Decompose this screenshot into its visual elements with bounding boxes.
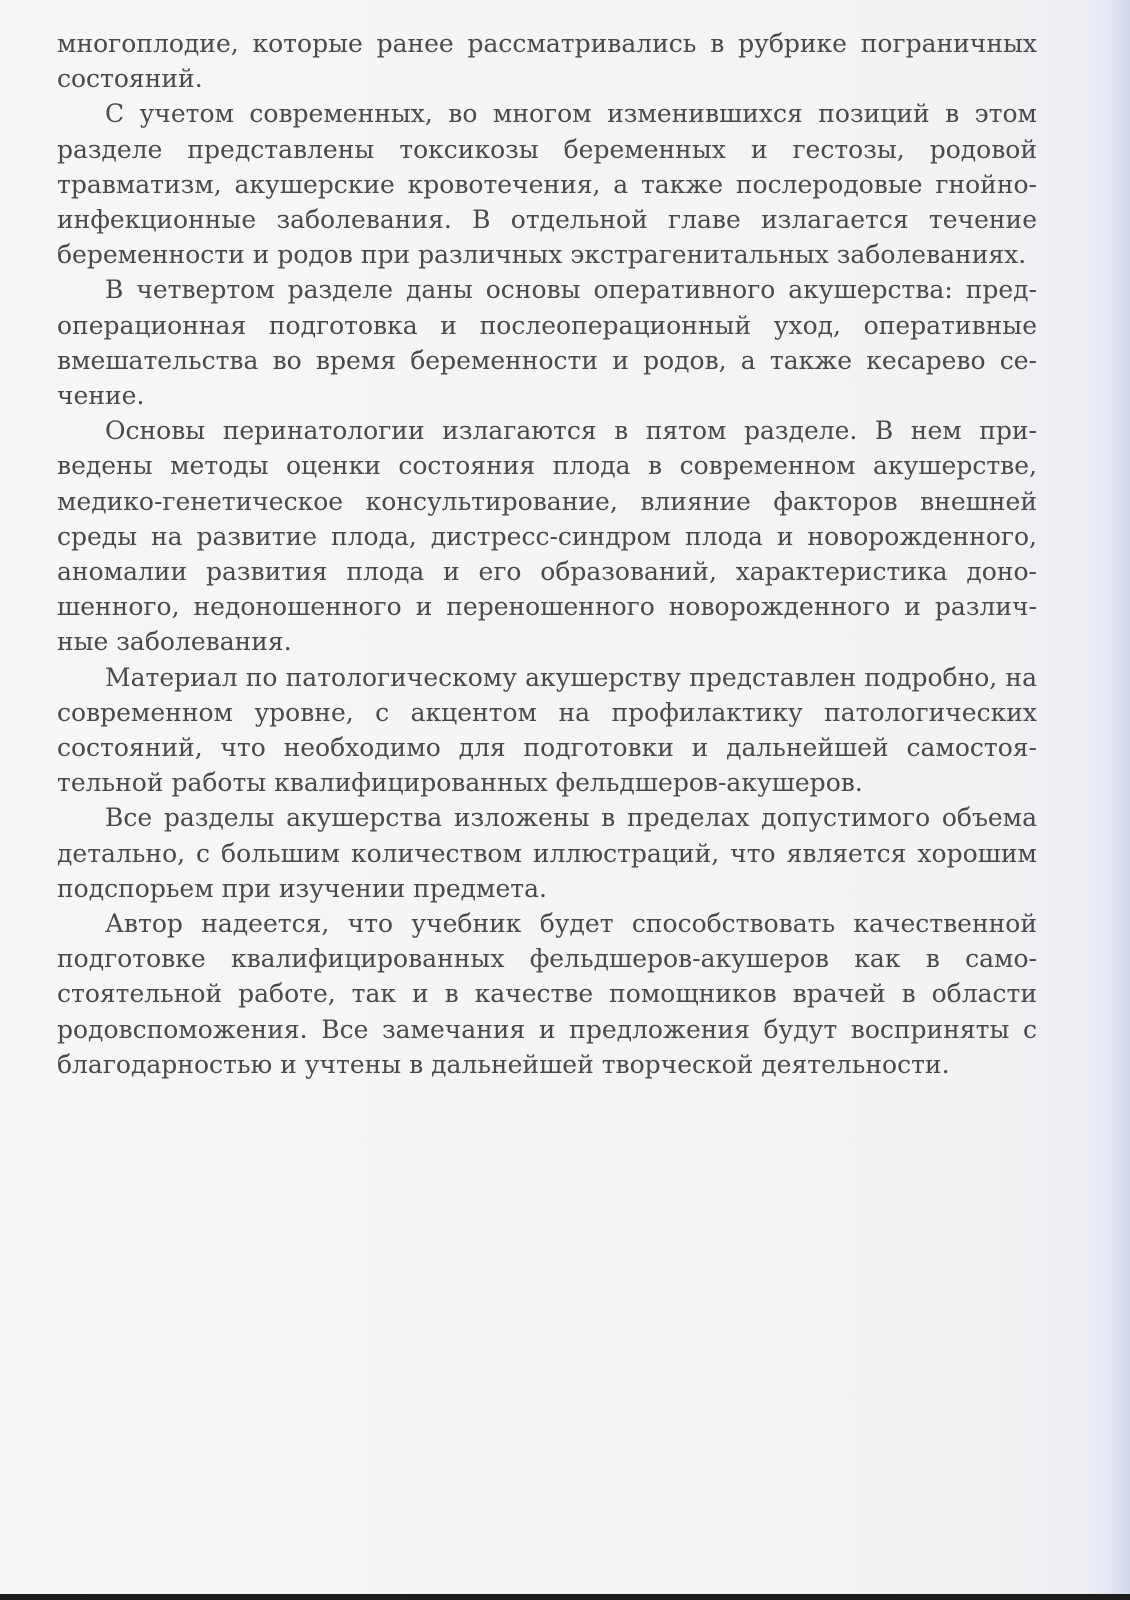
paragraph-author-hopes: Автор надеется, что учебник будет способствовать качественной подготовке квалифицированных фельдшеров-акушеров как в самостоятельной работе, так и в качестве помощников врачей в области родовспоможения. Все замечания и предложения будут восприняты с благодарностью и учтены в дальнейшей творческой деятельности. [57,909,1037,1079]
paragraph-illustrations: Все разделы акушерства изложены в пределах допустимого объема детально, с большим количеством иллюстраций, что является хорошим подспорьем при изучении предмета. [57,803,1037,903]
paragraph-pathological-obstetrics: Материал по патологическому акушерству представлен подробно, на современном уровне, с акцентом на профилактику патологических состояний, что необходимо для подготовки и дальнейшей самостоятельной работы квалифицированных фельдшеров-акушеров. [57,662,1037,798]
scan-bottom-edge [0,1594,1130,1600]
page-edge-shadow [1108,0,1130,1600]
page-text [57,26,1037,1082]
paragraph-continued: многоплодие, которые ранее рассматривались в рубрике пограничных состояний. [57,29,1037,94]
paragraph-operative-obstetrics: В четвертом разделе даны основы оперативного акушерства: предоперационная подготовка и послеоперационный уход, оперативные вмешательства во время беременности и родов, а также кесарево сечение. [57,275,1037,411]
paragraph-toxicoses: С учетом современных, во многом изменившихся позиций в этом разделе представлены токсикозы беременных и гестозы, родовой травматизм, акушерские кровотечения, а также послеродовые гнойно-инфекционные заболевания. В отдельной главе излагается течение беременности и родов при различных экстрагенитальных заболеваниях. [57,99,1037,270]
paragraph-perinatology: Основы перинатологии излагаются в пятом разделе. В нем приведены методы оценки состояния плода в современном акушерстве, медико-генетическое консультирование, влияние факторов внешней среды на развитие плода, дистресс-синдром плода и новорожденного, аномалии развития плода и его образований, характеристика доношенного, недоношенного и переношенного новорожденного и различные заболевания. [57,416,1037,657]
